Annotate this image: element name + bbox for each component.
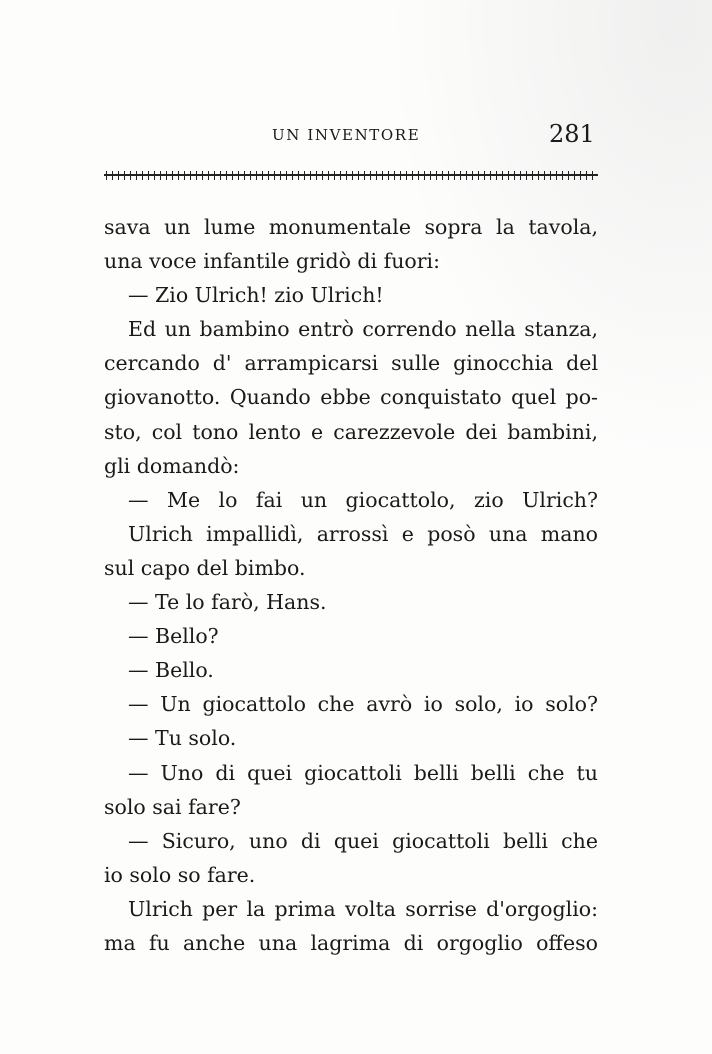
text-line: sul capo del bimbo. (104, 555, 306, 580)
text-line: — Uno di quei giocattoli belli belli che tu (128, 760, 598, 785)
text-line: sto, col tono lento e carezzevole dei bambini, (104, 419, 598, 444)
text-line: Ulrich impallidì, arrossì e posò una mano (128, 521, 598, 546)
text-line: — Un giocattolo che avrò io solo, io solo? (128, 692, 598, 717)
text-line: — Me lo fai un giocattolo, zio Ulrich? (128, 487, 598, 512)
page-number: 281 (549, 120, 595, 148)
text-line: — Bello? (128, 624, 219, 649)
text-line: cercando d' arrampicarsi sulle ginocchia del (104, 351, 598, 376)
text-line: ma fu anche una lagrima di orgoglio offeso (104, 930, 598, 955)
decorative-rule (104, 171, 598, 180)
running-title: UN INVENTORE (272, 126, 421, 144)
text-line: gli domandò: (104, 453, 240, 478)
text-line: — Bello. (128, 658, 214, 683)
text-line: solo sai fare? (104, 794, 241, 819)
text-line: — Zio Ulrich! zio Ulrich! (128, 283, 384, 308)
text-line: io solo so fare. (104, 862, 256, 887)
body-text (104, 210, 598, 960)
text-line: — Sicuro, uno di quei giocattoli belli che (128, 828, 598, 853)
text-line: una voce infantile gridò di fuori: (104, 249, 441, 274)
text-line: — Te lo farò, Hans. (128, 590, 327, 615)
text-line: Ulrich per la prima volta sorrise d'orgoglio: (128, 896, 598, 921)
text-line: Ed un bambino entrò correndo nella stanza, (128, 317, 598, 342)
text-line: — Tu solo. (128, 726, 237, 751)
text-line: sava un lume monumentale sopra la tavola, (104, 215, 598, 239)
text-line: giovanotto. Quando ebbe conquistato quel po- (104, 385, 598, 410)
running-head (0, 120, 712, 150)
